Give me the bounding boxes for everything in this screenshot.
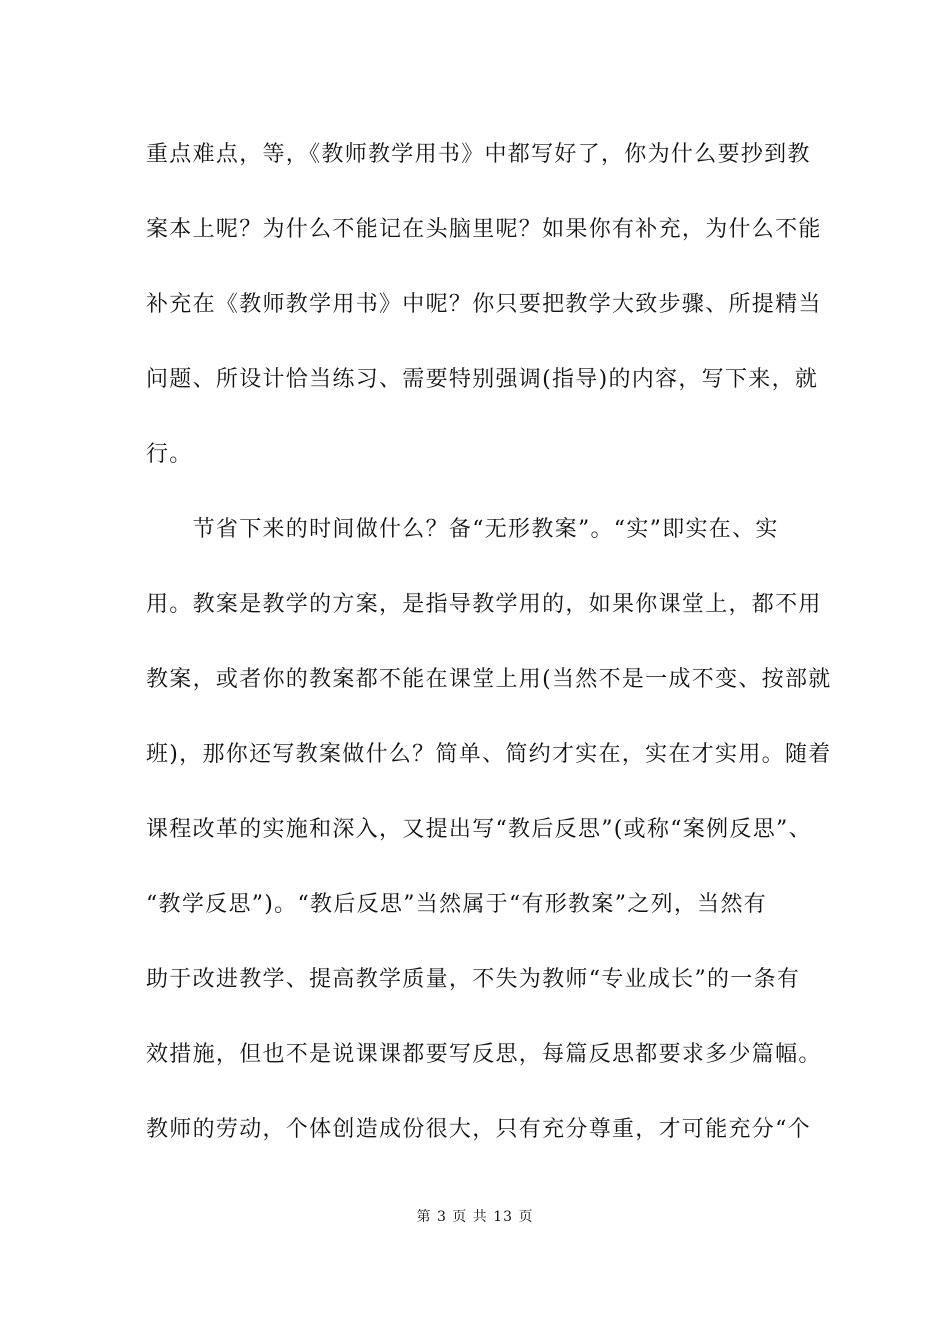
text-line: 案本上呢？为什么不能记在头脑里呢？如果你有补充，为什么不能: [146, 217, 822, 242]
text-line: 教案，或者你的教案都不能在课堂上用(当然不是一成不变、按部就: [146, 667, 832, 692]
text-line: 重点难点，等，《教师教学用书》中都写好了，你为什么要抄到教: [146, 142, 811, 167]
paragraph-start-line: 节省下来的时间做什么？备“无形教案”。“实”即实在、实: [146, 517, 779, 542]
text-line: 用。教案是教学的方案，是指导教学用的，如果你课堂上，都不用: [146, 592, 822, 617]
page-number-footer: 第 3 页 共 13 页: [416, 1209, 534, 1225]
text-line: 行。: [146, 442, 193, 467]
text-line: 教师的劳动，个体创造成份很大，只有充分尊重，才可能充分“个: [146, 1117, 811, 1142]
text-line: 班)，那你还写教案做什么？简单、简约才实在，实在才实用。随着: [146, 742, 832, 767]
text-line: 课程改革的实施和深入，又提出写“教后反思”(或称“案例反思”、: [146, 817, 812, 842]
text-line: 助于改进教学、提高教学质量，不失为教师“专业成长”的一条有: [146, 967, 801, 992]
text-line: “教学反思”)。“教后反思”当然属于“有形教案”之列，当然有: [146, 892, 768, 917]
text-line: 效措施，但也不是说课课都要写反思，每篇反思都要求多少篇幅。: [146, 1042, 822, 1067]
text-line: 补充在《教师教学用书》中呢？你只要把教学大致步骤、所提精当: [146, 292, 822, 317]
text-line: 问题、所设计恰当练习、需要特别强调(指导)的内容，写下来，就: [146, 367, 819, 392]
